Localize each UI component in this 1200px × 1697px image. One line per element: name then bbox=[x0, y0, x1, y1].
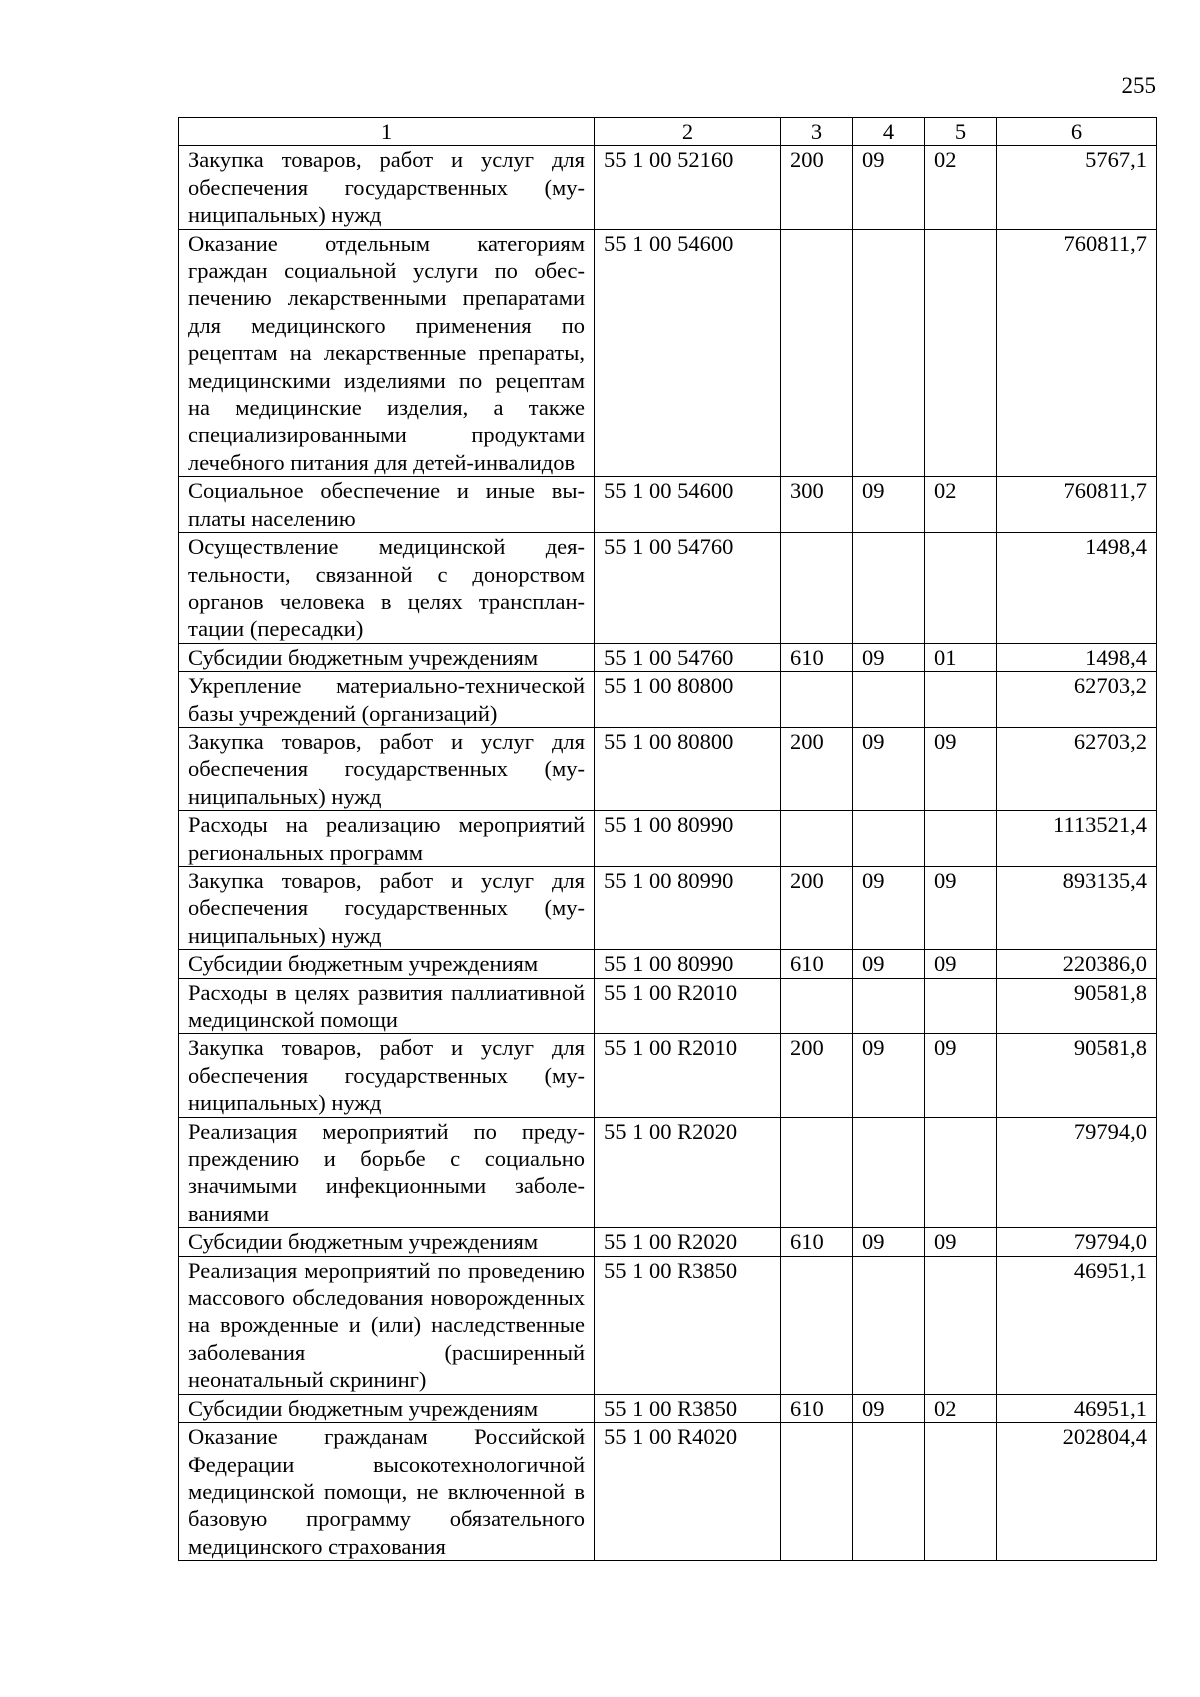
expense-name-cell: Осуществление медицинской деятельности, связанной с донорством органов человека в целях трансплантации (пересадки) bbox=[179, 533, 595, 644]
expense-name-cell: Субсидии бюджетным учреждениям bbox=[179, 1228, 595, 1256]
target-article-code-cell: 55 1 00 R4020 bbox=[595, 1423, 781, 1561]
amount-cell: 62703,2 bbox=[997, 727, 1157, 810]
expense-name-cell: Закупка товаров, работ и услуг для обеспечения государственных (муниципальных) нужд bbox=[179, 866, 595, 949]
subsection-cell: 09 bbox=[925, 866, 997, 949]
subsection-cell: 09 bbox=[925, 727, 997, 810]
expense-group-cell: 200 bbox=[781, 866, 853, 949]
expense-group-cell: 610 bbox=[781, 1394, 853, 1422]
expense-name-cell: Субсидии бюджетным учреждениям bbox=[179, 1394, 595, 1422]
amount-cell: 760811,7 bbox=[997, 477, 1157, 533]
section-cell: 09 bbox=[853, 643, 925, 671]
expense-name-cell: Социальное обеспечение и иные выплаты населению bbox=[179, 477, 595, 533]
target-article-code-cell: 55 1 00 54600 bbox=[595, 229, 781, 477]
expense-group-cell: 610 bbox=[781, 950, 853, 978]
amount-cell: 79794,0 bbox=[997, 1228, 1157, 1256]
header-row bbox=[179, 118, 1157, 146]
subsection-cell: 01 bbox=[925, 643, 997, 671]
table-row bbox=[179, 727, 1157, 810]
expense-group-cell bbox=[781, 978, 853, 1034]
amount-cell: 202804,4 bbox=[997, 1423, 1157, 1561]
column-header-2: 2 bbox=[595, 118, 781, 146]
target-article-code-cell: 55 1 00 R2010 bbox=[595, 978, 781, 1034]
target-article-code-cell: 55 1 00 80800 bbox=[595, 727, 781, 810]
amount-cell: 1498,4 bbox=[997, 643, 1157, 671]
subsection-cell bbox=[925, 672, 997, 728]
subsection-cell bbox=[925, 229, 997, 477]
table-row bbox=[179, 950, 1157, 978]
expense-name-cell: Закупка товаров, работ и услуг для обеспечения государственных (муниципальных) нужд bbox=[179, 146, 595, 229]
expense-group-cell bbox=[781, 1117, 853, 1228]
table-row bbox=[179, 1394, 1157, 1422]
budget-table bbox=[178, 117, 1157, 1561]
column-header-1: 1 bbox=[179, 118, 595, 146]
section-cell: 09 bbox=[853, 1034, 925, 1117]
subsection-cell: 02 bbox=[925, 477, 997, 533]
section-cell bbox=[853, 978, 925, 1034]
section-cell bbox=[853, 811, 925, 867]
subsection-cell: 02 bbox=[925, 146, 997, 229]
amount-cell: 1113521,4 bbox=[997, 811, 1157, 867]
column-header-3: 3 bbox=[781, 118, 853, 146]
amount-cell: 79794,0 bbox=[997, 1117, 1157, 1228]
expense-name-cell: Реализация мероприятий по проведению массового обследования новорожденных на врожденные и (или) наследственные заболевания (расширенный неонатальный скрининг) bbox=[179, 1256, 595, 1394]
target-article-code-cell: 55 1 00 80990 bbox=[595, 950, 781, 978]
table-row bbox=[179, 1228, 1157, 1256]
expense-name-cell: Оказание отдельным категориям граждан социальной услуги по обеспечению лекарственными препаратами для медицинского применения по рецептам на лекарственные препараты, медицинскими изделиями по рецептам на медицинские изделия, а также специализированными продуктами лечебного питания для детей-инвалидов bbox=[179, 229, 595, 477]
table-row bbox=[179, 229, 1157, 477]
table-header bbox=[179, 118, 1157, 146]
target-article-code-cell: 55 1 00 R2010 bbox=[595, 1034, 781, 1117]
table-row bbox=[179, 1117, 1157, 1228]
column-header-6: 6 bbox=[997, 118, 1157, 146]
amount-cell: 46951,1 bbox=[997, 1394, 1157, 1422]
amount-cell: 893135,4 bbox=[997, 866, 1157, 949]
expense-name-cell: Закупка товаров, работ и услуг для обеспечения государственных (муниципальных) нужд bbox=[179, 1034, 595, 1117]
amount-cell: 5767,1 bbox=[997, 146, 1157, 229]
target-article-code-cell: 55 1 00 R3850 bbox=[595, 1394, 781, 1422]
section-cell: 09 bbox=[853, 1394, 925, 1422]
table-row bbox=[179, 978, 1157, 1034]
subsection-cell: 09 bbox=[925, 1228, 997, 1256]
table-row bbox=[179, 866, 1157, 949]
section-cell bbox=[853, 533, 925, 644]
table-body bbox=[179, 146, 1157, 1561]
table-row bbox=[179, 477, 1157, 533]
expense-group-cell bbox=[781, 1423, 853, 1561]
expense-group-cell bbox=[781, 533, 853, 644]
expense-name-cell: Расходы на реализацию мероприятий региональных программ bbox=[179, 811, 595, 867]
expense-group-cell: 300 bbox=[781, 477, 853, 533]
section-cell: 09 bbox=[853, 477, 925, 533]
amount-cell: 1498,4 bbox=[997, 533, 1157, 644]
expense-name-cell: Субсидии бюджетным учреждениям bbox=[179, 950, 595, 978]
section-cell bbox=[853, 1117, 925, 1228]
section-cell: 09 bbox=[853, 146, 925, 229]
section-cell: 09 bbox=[853, 866, 925, 949]
subsection-cell bbox=[925, 1117, 997, 1228]
amount-cell: 62703,2 bbox=[997, 672, 1157, 728]
target-article-code-cell: 55 1 00 54760 bbox=[595, 533, 781, 644]
column-header-4: 4 bbox=[853, 118, 925, 146]
target-article-code-cell: 55 1 00 80990 bbox=[595, 811, 781, 867]
expense-name-cell: Расходы в целях развития паллиативной медицинской помощи bbox=[179, 978, 595, 1034]
section-cell: 09 bbox=[853, 1228, 925, 1256]
subsection-cell bbox=[925, 533, 997, 644]
amount-cell: 46951,1 bbox=[997, 1256, 1157, 1394]
subsection-cell bbox=[925, 1256, 997, 1394]
section-cell: 09 bbox=[853, 950, 925, 978]
target-article-code-cell: 55 1 00 52160 bbox=[595, 146, 781, 229]
expense-group-cell: 610 bbox=[781, 643, 853, 671]
expense-name-cell: Укрепление материально-технической базы учреждений (организаций) bbox=[179, 672, 595, 728]
expense-name-cell: Оказание гражданам Российской Федерации высокотехнологичной медицинской помощи, не включенной в базовую программу обязательного медицинского страхования bbox=[179, 1423, 595, 1561]
page-number: 255 bbox=[1121, 73, 1156, 98]
expense-name-cell: Закупка товаров, работ и услуг для обеспечения государственных (муниципальных) нужд bbox=[179, 727, 595, 810]
target-article-code-cell: 55 1 00 R2020 bbox=[595, 1228, 781, 1256]
subsection-cell bbox=[925, 978, 997, 1034]
subsection-cell: 09 bbox=[925, 1034, 997, 1117]
table-row bbox=[179, 1034, 1157, 1117]
target-article-code-cell: 55 1 00 R2020 bbox=[595, 1117, 781, 1228]
target-article-code-cell: 55 1 00 R3850 bbox=[595, 1256, 781, 1394]
table-row bbox=[179, 643, 1157, 671]
table-row bbox=[179, 672, 1157, 728]
expense-group-cell: 200 bbox=[781, 1034, 853, 1117]
table-row bbox=[179, 1423, 1157, 1561]
amount-cell: 90581,8 bbox=[997, 978, 1157, 1034]
section-cell: 09 bbox=[853, 727, 925, 810]
target-article-code-cell: 55 1 00 54760 bbox=[595, 643, 781, 671]
section-cell bbox=[853, 1423, 925, 1561]
subsection-cell: 09 bbox=[925, 950, 997, 978]
expense-group-cell: 610 bbox=[781, 1228, 853, 1256]
subsection-cell bbox=[925, 1423, 997, 1561]
expense-group-cell: 200 bbox=[781, 146, 853, 229]
section-cell bbox=[853, 229, 925, 477]
expense-name-cell: Субсидии бюджетным учреждениям bbox=[179, 643, 595, 671]
expense-group-cell bbox=[781, 1256, 853, 1394]
column-header-5: 5 bbox=[925, 118, 997, 146]
expense-name-cell: Реализация мероприятий по предупреждению и борьбе с социально значимыми инфекционными заболеваниями bbox=[179, 1117, 595, 1228]
section-cell bbox=[853, 1256, 925, 1394]
target-article-code-cell: 55 1 00 80800 bbox=[595, 672, 781, 728]
expense-group-cell bbox=[781, 672, 853, 728]
subsection-cell: 02 bbox=[925, 1394, 997, 1422]
amount-cell: 220386,0 bbox=[997, 950, 1157, 978]
expense-group-cell bbox=[781, 229, 853, 477]
section-cell bbox=[853, 672, 925, 728]
expense-group-cell: 200 bbox=[781, 727, 853, 810]
table-row bbox=[179, 146, 1157, 229]
amount-cell: 90581,8 bbox=[997, 1034, 1157, 1117]
amount-cell: 760811,7 bbox=[997, 229, 1157, 477]
table-row bbox=[179, 1256, 1157, 1394]
table-row bbox=[179, 533, 1157, 644]
target-article-code-cell: 55 1 00 80990 bbox=[595, 866, 781, 949]
subsection-cell bbox=[925, 811, 997, 867]
expense-group-cell bbox=[781, 811, 853, 867]
target-article-code-cell: 55 1 00 54600 bbox=[595, 477, 781, 533]
table-row bbox=[179, 811, 1157, 867]
